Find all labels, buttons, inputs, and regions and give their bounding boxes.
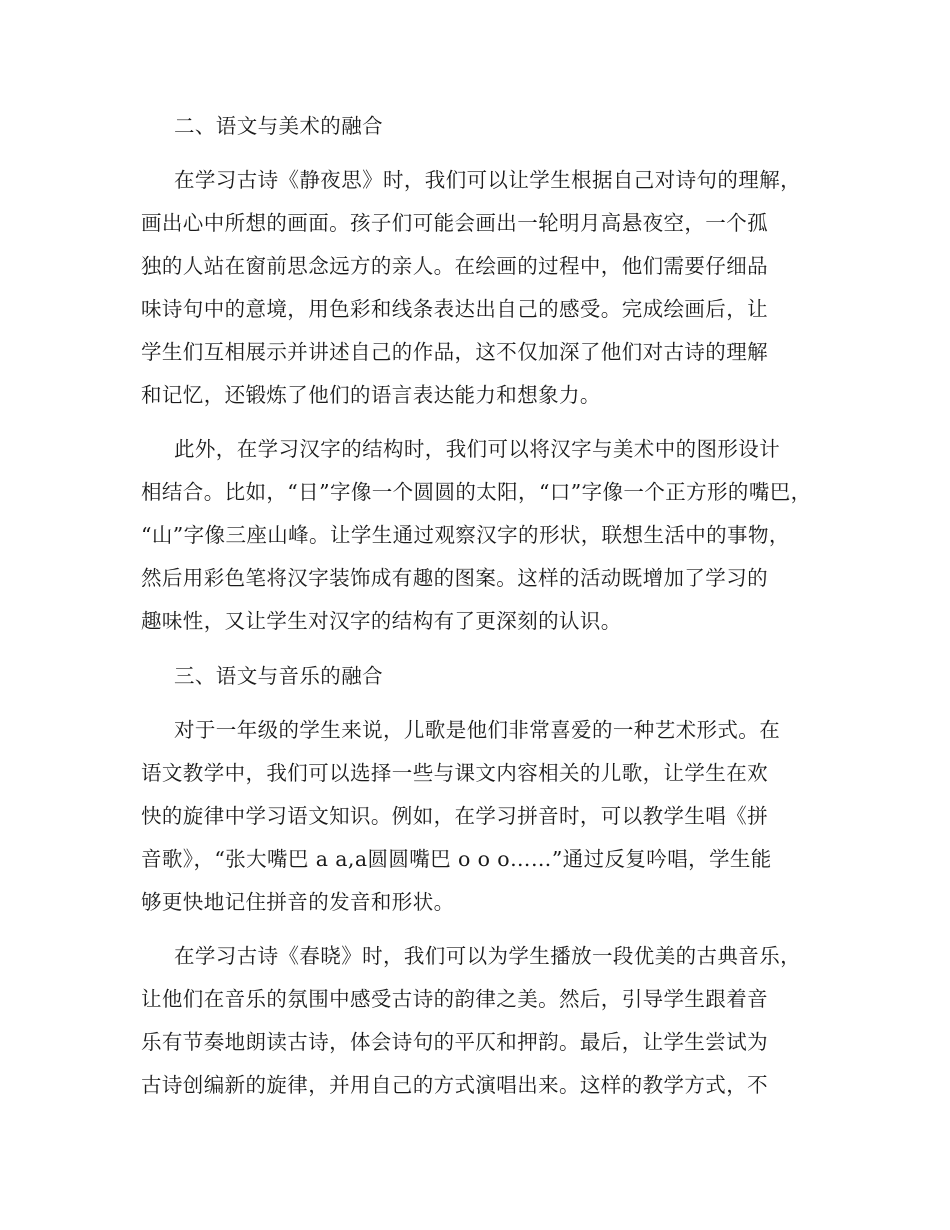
paragraph-line: 对于一年级的学生来说，儿歌是他们非常喜爱的一种艺术形式。在 xyxy=(174,718,781,742)
paragraph-line: 和记忆，还锻炼了他们的语言表达能力和想象力。 xyxy=(141,383,601,407)
section-heading: 三、语文与音乐的融合 xyxy=(174,664,383,688)
paragraph-line: 在学习古诗《春晓》时，我们可以为学生播放一段优美的古典音乐， xyxy=(174,944,801,968)
paragraph-line: 然后用彩色笔将汉字装饰成有趣的图案。这样的活动既增加了学习的 xyxy=(141,566,768,590)
paragraph-line: 在学习古诗《静夜思》时，我们可以让学生根据自己对诗句的理解， xyxy=(174,168,801,192)
paragraph-line: 画出心中所想的画面。孩子们可能会画出一轮明月高悬夜空，一个孤 xyxy=(141,211,768,235)
paragraph-line: 古诗创编新的旋律，并用自己的方式演唱出来。这样的教学方式，不 xyxy=(141,1073,768,1097)
paragraph-line: 趣味性，又让学生对汉字的结构有了更深刻的认识。 xyxy=(141,609,622,633)
paragraph-line: 语文教学中，我们可以选择一些与课文内容相关的儿歌，让学生在欢 xyxy=(141,761,768,785)
paragraph-line: “山”字像三座山峰。让学生通过观察汉字的形状，联想生活中的事物， xyxy=(141,523,790,547)
paragraph-line: 快的旋律中学习语文知识。例如，在学习拼音时，可以教学生唱《拼 xyxy=(141,804,768,828)
paragraph-line: 味诗句中的意境，用色彩和线条表达出自己的感受。完成绘画后，让 xyxy=(141,297,768,321)
paragraph-line: 让他们在音乐的氛围中感受古诗的韵律之美。然后，引导学生跟着音 xyxy=(141,987,768,1011)
paragraph-line: 学生们互相展示并讲述自己的作品，这不仅加深了他们对古诗的理解 xyxy=(141,340,768,364)
paragraph-line: 乐有节奏地朗读古诗，体会诗句的平仄和押韵。最后，让学生尝试为 xyxy=(141,1030,768,1054)
paragraph-line: 音歌》，“张大嘴巴 a a,a圆圆嘴巴 o o o……”通过反复吟唱，学生能 xyxy=(141,847,772,871)
paragraph-line: 相结合。比如，“日”字像一个圆圆的太阳，“口”字像一个正方形的嘴巴， xyxy=(141,480,812,504)
paragraph-line: 独的人站在窗前思念远方的亲人。在绘画的过程中，他们需要仔细品 xyxy=(141,254,768,278)
paragraph-line: 够更快地记住拼音的发音和形状。 xyxy=(141,890,455,914)
section-heading: 二、语文与美术的融合 xyxy=(174,114,383,138)
paragraph-line: 此外，在学习汉字的结构时，我们可以将汉字与美术中的图形设计 xyxy=(174,437,781,461)
